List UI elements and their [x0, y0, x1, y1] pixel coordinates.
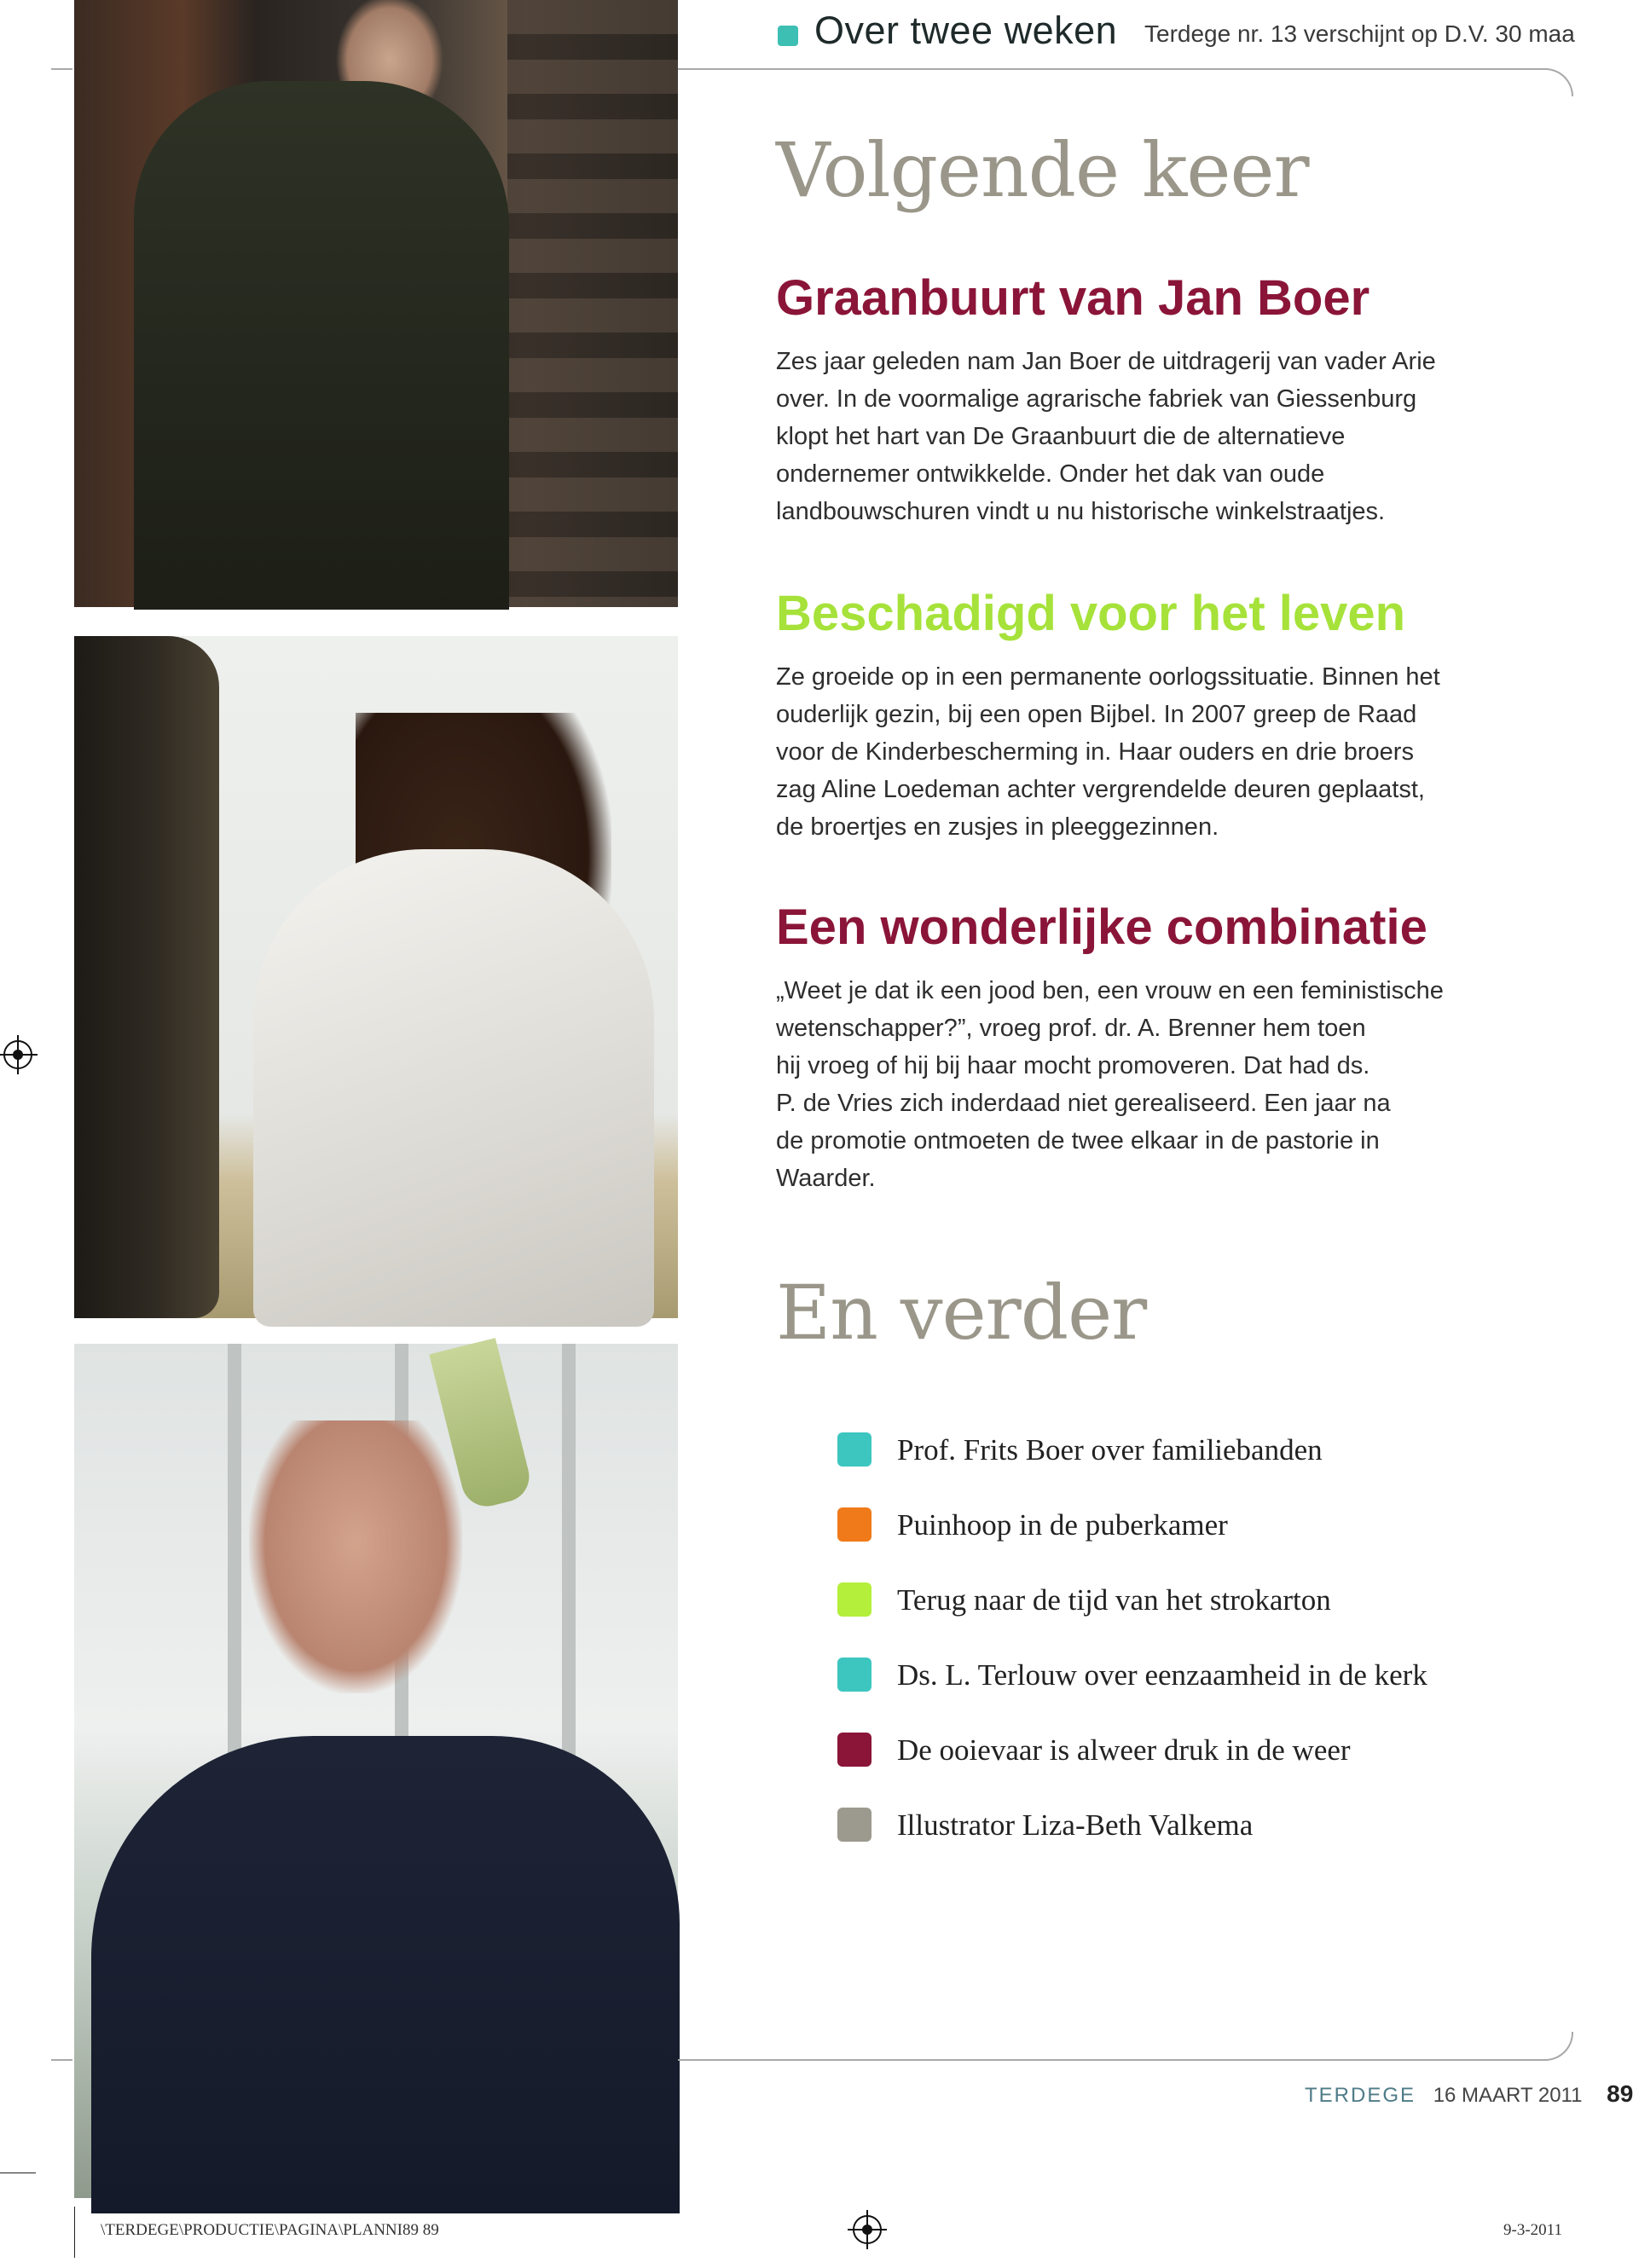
bottom-rule: [678, 2059, 1548, 2061]
body-line: ouderlijk gezin, bij een open Bijbel. In 2007 greep de Raad: [776, 701, 1417, 728]
bullet-square-icon: [837, 1582, 872, 1617]
body-line: landbouwschuren vindt u nu historische winkelstraatjes.: [776, 498, 1386, 525]
left-bottom-rule: [51, 2059, 72, 2061]
body-line: P. de Vries zich inderdaad niet gerealiseerd. Een jaar na: [776, 1090, 1391, 1117]
photo-aline-loedeman: [74, 636, 678, 1318]
registration-mark-icon: [853, 2215, 882, 2244]
list-item-label: Ds. L. Terlouw over eenzaamheid in de kerk: [897, 1658, 1427, 1692]
issue-note: Terdege nr. 13 verschijnt op D.V. 30 maa: [1144, 20, 1575, 47]
body-line: Ze groeide op in een permanente oorlogssituatie. Binnen het: [776, 663, 1440, 691]
headline-wonderlijke-combinatie: Een wonderlijke combinatie: [776, 900, 1427, 955]
body-line: ondernemer ontwikkelde. Onder het dak van oude: [776, 460, 1325, 488]
top-rule-corner: [1545, 68, 1573, 96]
magazine-name: TERDEGE: [1305, 2084, 1416, 2107]
photo-background-shelves: [507, 0, 678, 607]
bullet-square-icon: [837, 1432, 872, 1467]
body-line: hij vroeg of hij bij haar mocht promoveren. Dat had ds.: [776, 1052, 1370, 1079]
slug-path: \TERDEGE\PRODUCTIE\PAGINA\PLANNI89 89: [101, 2221, 439, 2239]
bottom-rule-corner: [1545, 2032, 1573, 2061]
bullet-square-icon: [837, 1733, 872, 1767]
body-line: klopt het hart van De Graanbuurt die de alternatieve: [776, 423, 1346, 450]
crop-mark-vertical: [74, 2207, 75, 2258]
body-line: over. In de voormalige agrarische fabriek van Giessenburg: [776, 385, 1417, 413]
list-item-label: De ooievaar is alweer druk in de weer: [897, 1733, 1351, 1767]
left-top-rule: [51, 68, 72, 70]
list-item-label: Terug naar de tijd van het strokarton: [897, 1583, 1331, 1617]
photo-ds-de-vries: [74, 1344, 678, 2198]
photo-person-jacket: [91, 1736, 680, 2213]
section-title-en-verder: En verder: [776, 1269, 1147, 1357]
article-graanbuurt-body: [776, 343, 1501, 530]
photo-tree-trunk: [74, 636, 219, 1318]
section-label: Over twee weken: [814, 9, 1118, 52]
photo-jan-boer: [74, 0, 678, 607]
photo-person-figure: [134, 81, 509, 610]
bullet-square-icon: [837, 1507, 872, 1542]
registration-mark-icon: [3, 1040, 32, 1069]
article-combinatie-body: [776, 972, 1501, 1197]
body-line: „Weet je dat ik een jood ben, een vrouw en een feministische: [776, 977, 1444, 1004]
list-item-label: Illustrator Liza-Beth Valkema: [897, 1808, 1254, 1842]
bullet-square-icon: [837, 1658, 872, 1692]
body-line: Zes jaar geleden nam Jan Boer de uitdragerij van vader Arie: [776, 348, 1436, 375]
top-rule: [678, 68, 1548, 70]
body-line: voor de Kinderbescherming in. Haar ouders en drie broers: [776, 738, 1414, 766]
article-beschadigd-body: [776, 658, 1501, 846]
list-item-label: Prof. Frits Boer over familiebanden: [897, 1433, 1323, 1467]
photo-person-coat: [253, 849, 654, 1327]
body-line: de promotie ontmoeten de twee elkaar in de pastorie in: [776, 1127, 1380, 1154]
section-title-volgende-keer: Volgende keer: [776, 126, 1309, 214]
page-footer: [1305, 2080, 1633, 2108]
list-item-label: Puinhoop in de puberkamer: [897, 1508, 1228, 1542]
body-line: Waarder.: [776, 1165, 876, 1192]
page-number: 89: [1607, 2080, 1633, 2107]
bullet-square-icon: [837, 1808, 872, 1842]
photo-person-head: [249, 1420, 462, 1693]
body-line: wetenschapper?”, vroeg prof. dr. A. Brenner hem toen: [776, 1015, 1366, 1042]
headline-beschadigd: Beschadigd voor het leven: [776, 586, 1406, 641]
body-line: zag Aline Loedeman achter vergrendelde deuren geplaatst,: [776, 776, 1425, 803]
issue-date: 16 MAART 2011: [1433, 2084, 1583, 2107]
slug-date: 9-3-2011: [1503, 2221, 1562, 2239]
headline-graanbuurt: Graanbuurt van Jan Boer: [776, 270, 1370, 326]
section-square-icon: [778, 26, 798, 46]
body-line: de broertjes en zusjes in pleeggezinnen.: [776, 813, 1219, 841]
